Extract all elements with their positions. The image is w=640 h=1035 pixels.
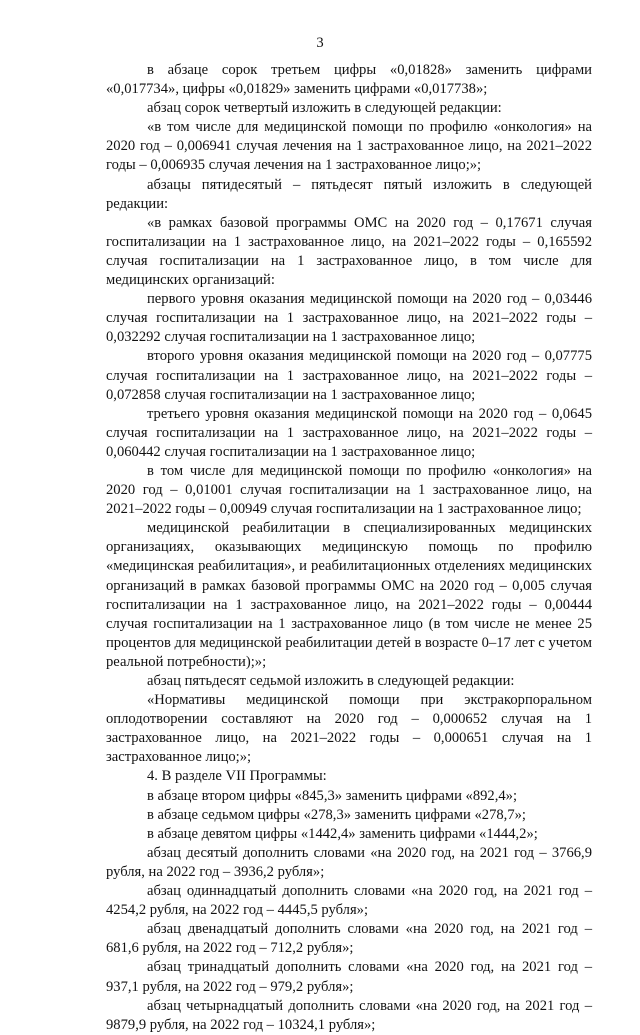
paragraph: первого уровня оказания медицинской помощи на 2020 год – 0,03446 случая госпитализации на 1 застрахованное лицо, на 2021–2022 годы – 0,032292 случая госпитализации на 1 застрахованное лицо; <box>106 291 592 346</box>
paragraph: в абзаце седьмом цифры «278,3» заменить цифрами «278,7»; <box>147 806 526 823</box>
paragraph: «в том числе для медицинской помощи по профилю «онкология» на 2020 год – 0,006941 случая лечения на 1 застрахованное лицо, на 2021–2022 годы – 0,006935 случая лечения на 1 застрахованное лицо;»; <box>106 119 592 174</box>
paragraph: «в рамках базовой программы ОМС на 2020 год – 0,17671 случая госпитализации на 1 застрахованное лицо, на 2021–2022 годы – 0,165592 случая госпитализации на 1 застрахованное лицо, в том числе для медицинских организаций: <box>106 214 592 289</box>
paragraph: абзац сорок четвертый изложить в следующей редакции: <box>147 100 502 117</box>
section-heading: 4. В разделе VII Программы: <box>147 768 327 785</box>
paragraph: абзац одиннадцатый дополнить словами «на 2020 год, на 2021 год – 4254,2 рубля, на 2022 год – 4445,5 рубля»; <box>106 883 592 919</box>
paragraph: в абзаце девятом цифры «1442,4» заменить цифрами «1444,2»; <box>147 825 538 842</box>
paragraph: медицинской реабилитации в специализированных медицинских организациях, оказывающих медицинскую помощь по профилю «медицинская реабилитация», и реабилитационных отделениях медицинских организаций в рамках базовой программы ОМС на 2020 год – 0,005 случая госпитализации на 1 застрахованное лицо, на 2021–2022 годы – 0,00444 случая госпитализации на 1 застрахованное лицо (в том числе не менее 25 процентов для медицинской реабилитации детей в возрасте 0–17 лет с учетом реальной потребности);»; <box>106 520 592 670</box>
paragraph: в абзаце втором цифры «845,3» заменить цифрами «892,4»; <box>147 787 518 804</box>
paragraph: «Нормативы медицинской помощи при экстракорпоральном оплодотворении составляют на 2020 год – 0,000652 случая на 1 застрахованное лицо, на 2021–2022 годы – 0,000651 случая на 1 застрахованное лицо;»; <box>106 692 592 766</box>
page-number: 3 <box>316 35 324 51</box>
paragraph: абзац двенадцатый дополнить словами «на 2020 год, на 2021 год – 681,6 рубля, на 2022 год – 712,2 рубля»; <box>106 921 592 957</box>
paragraph: абзац тринадцатый дополнить словами «на 2020 год, на 2021 год – 937,1 рубля, на 2022 год – 979,2 рубля»; <box>106 959 592 995</box>
paragraph: абзац четырнадцатый дополнить словами «на 2020 год, на 2021 год – 9879,9 рубля, на 2022 год – 10324,1 рубля»; <box>106 997 592 1033</box>
paragraph: третьего уровня оказания медицинской помощи на 2020 год – 0,0645 случая госпитализации на 1 застрахованное лицо, на 2021–2022 годы – 0,060442 случая госпитализации на 1 застрахованное лицо; <box>106 405 592 460</box>
paragraph: абзацы пятидесятый – пятьдесят пятый изложить в следующей редакции: <box>106 176 592 212</box>
paragraph: второго уровня оказания медицинской помощи на 2020 год – 0,07775 случая госпитализации на 1 застрахованное лицо, на 2021–2022 годы – 0,072858 случая госпитализации на 1 застрахованное лицо; <box>106 348 592 403</box>
paragraph: абзац десятый дополнить словами «на 2020 год, на 2021 год – 3766,9 рубля, на 2022 год – 3936,2 рубля»; <box>106 844 592 880</box>
paragraph: в абзаце сорок третьем цифры «0,01828» заменить цифрами «0,017734», цифры «0,01829» заменить цифрами «0,017738»; <box>106 62 592 98</box>
document-body <box>106 61 592 1035</box>
paragraph: абзац пятьдесят седьмой изложить в следующей редакции: <box>147 673 515 689</box>
paragraph: в том числе для медицинской помощи по профилю «онкология» на 2020 год – 0,01001 случая госпитализации на 1 застрахованное лицо, на 2021–2022 годы – 0,00949 случая госпитализации на 1 застрахованное лицо; <box>106 462 592 518</box>
